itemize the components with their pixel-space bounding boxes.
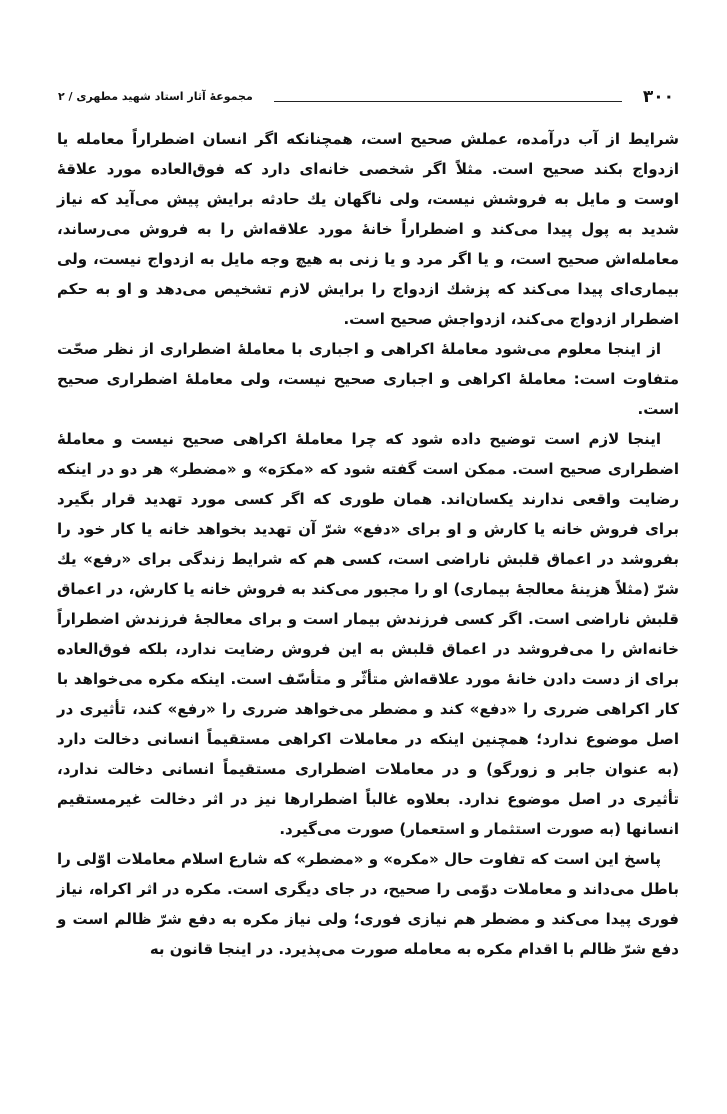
- page-header: [58, 86, 674, 108]
- paragraph-2: از اینجا معلوم می‌شود معاملهٔ اکراهی و اجباری با معاملهٔ اضطراری از نظر صحّت متفاوت است: معاملهٔ اکراهی و اجباری صحیح نیست، ولی معاملهٔ اضطراری صحیح است.: [57, 340, 679, 418]
- header-rule: [274, 101, 622, 102]
- page-number: ۳۰۰: [642, 87, 674, 107]
- running-title: مجموعهٔ آثار استاد شهید مطهری / ۲: [58, 90, 253, 103]
- paragraph-1: شرایط از آب درآمده، عملش صحیح است، همچنانکه اگر انسان اضطراراً معامله یا ازدواج بکند صحیح است. مثلاً اگر شخصی خانه‌ای دارد که فوق‌العاده مورد علاقهٔ اوست و مایل به فروشش نیست، ولی ناگهان یك حادثه برایش پیش می‌آید که نیاز شدید به پول پیدا می‌کند و اضطراراً خانهٔ مورد علاقه‌اش را به فروش می‌رساند، معامله‌اش صحیح است، و یا اگر مرد و یا زنی به هیچ وجه مایل به ازدواج نیست، ولی بیماری‌ای پیدا می‌کند که پزشك ازدواج را برایش لازم تشخیص می‌دهد و او به حکم اضطرار ازدواج می‌کند، ازدواجش صحیح است.: [57, 130, 679, 328]
- paragraph-3: اینجا لازم است توضیح داده شود که چرا معاملهٔ اکراهی صحیح نیست و معاملهٔ اضطراری صحیح است. ممکن است گفته شود که «مکرَه» و «مضطر» هر دو در اینکه رضایت واقعی ندارند یکسان‌اند. همان طوری که اگر کسی مورد تهدید قرار بگیرد برای فروش خانه یا کارش و او برای «دفع» شرّ آن تهدید بخواهد خانه یا کار خود را بفروشد در اعماق قلبش ناراضی است، کسی هم که شرایط زندگی برای «رفع» یك شرّ (مثلاً هزینهٔ معالجهٔ بیماری) او را مجبور می‌کند به فروش خانه یا کارش، در اعماق قلبش ناراضی است. اگر کسی فرزندش بیمار است و برای معالجهٔ فرزندش اضطراراً خانه‌اش را می‌فروشد در اعماق قلبش به این فروش رضایت ندارد، بلکه فوق‌العاده برای از دست دادن خانهٔ مورد علاقه‌اش متأثّر و متأسّف است. اینکه مکره می‌خواهد با کار اکراهی ضرری را «دفع» کند و مضطر می‌خواهد ضرری را «رفع» کند، تأثیری در اصل موضوع ندارد؛ همچنین اینکه در معاملات اکراهی مستقیماً انسانی دخالت دارد (به عنوان جابر و زورگو) و در معاملات اضطراری مستقیماً انسانی دخالت ندارد، تأثیری در اصل موضوع ندارد. بعلاوه غالباً اضطرارها نیز در اثر دخالت غیرمستقیم انسانها (به صورت استثمار و استعمار) صورت می‌گیرد.: [57, 430, 679, 838]
- paragraph-4: پاسخ این است که تفاوت حال «مکره» و «مضطر» که شارع اسلام معاملات اوّلی را باطل می‌داند و معاملات دوّمی را صحیح، در جای دیگری است. مکره در اثر اکراه، نیاز فوری پیدا می‌کند و مضطر هم نیازی فوری؛ ولی نیاز مکره به دفع شرّ ظالم است و دفع شرّ ظالم با اقدام مکره به معامله صورت می‌پذیرد. در اینجا قانون به: [57, 850, 679, 958]
- body-text: [57, 124, 679, 964]
